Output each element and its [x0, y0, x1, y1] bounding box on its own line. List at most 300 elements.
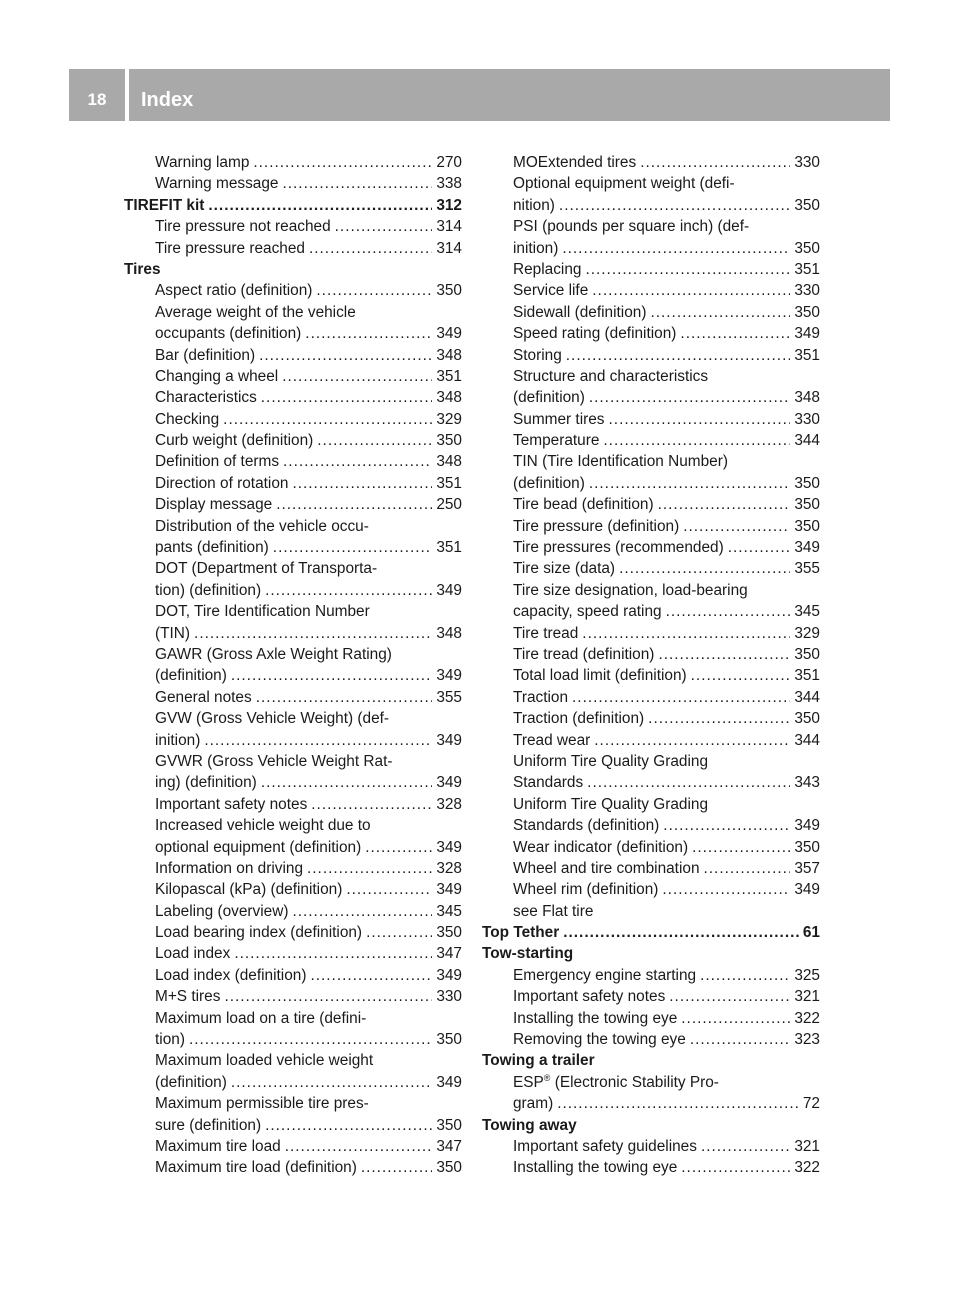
index-entry — [482, 901, 820, 922]
leader-dots — [285, 1136, 433, 1157]
entry-text: pants (definition) — [155, 539, 269, 557]
index-entry — [482, 173, 820, 194]
index-entry — [124, 280, 462, 301]
index-entry — [482, 1136, 820, 1157]
index-entry — [482, 409, 820, 430]
index-entry — [124, 986, 462, 1007]
page-reference: 349 — [436, 774, 462, 792]
page-reference: 355 — [436, 688, 462, 706]
index-entry — [124, 580, 462, 601]
page-reference: 328 — [436, 859, 462, 877]
entry-text: capacity, speed rating — [513, 603, 662, 621]
index-entry — [482, 687, 820, 708]
page-reference: 347 — [436, 1137, 462, 1155]
entry-text: DOT, Tire Identification Number — [155, 603, 370, 621]
index-entry — [124, 238, 462, 259]
page-reference: 351 — [436, 367, 462, 385]
leader-dots — [669, 986, 790, 1007]
leader-dots — [700, 965, 790, 986]
page-reference: 350 — [794, 196, 820, 214]
index-entry — [124, 345, 462, 366]
entry-text: Load index (definition) — [155, 966, 307, 984]
leader-dots — [680, 323, 790, 344]
entry-text: sure (definition) — [155, 1116, 262, 1134]
entry-text: Maximum permissible tire pres- — [155, 1095, 369, 1113]
leader-dots — [603, 430, 790, 451]
page-reference: 350 — [794, 517, 820, 535]
entry-text: Installing the towing eye — [513, 1009, 678, 1027]
page-reference: 350 — [436, 282, 462, 300]
index-entry — [124, 1093, 462, 1114]
page-reference: 325 — [794, 966, 820, 984]
entry-text: Maximum loaded vehicle weight — [155, 1052, 374, 1070]
index-entry — [482, 708, 820, 729]
index-entry — [482, 280, 820, 301]
entry-text: Uniform Tire Quality Grading — [513, 752, 709, 770]
leader-dots — [658, 644, 790, 665]
leader-dots — [681, 1008, 790, 1029]
leader-dots — [592, 280, 790, 301]
leader-dots — [582, 623, 790, 644]
entry-text: GAWR (Gross Axle Weight Rating) — [155, 645, 392, 663]
page-reference: 349 — [794, 325, 820, 343]
index-entry — [482, 751, 820, 772]
entry-text: MOExtended tires — [513, 154, 637, 171]
index-entry — [124, 665, 462, 686]
leader-dots — [701, 1136, 790, 1157]
entry-text: Replacing — [513, 260, 582, 278]
index-entry — [124, 815, 462, 836]
index-entry — [482, 665, 820, 686]
page-reference: 344 — [794, 432, 820, 450]
page-reference: 350 — [436, 1031, 462, 1049]
index-entry — [124, 451, 462, 472]
entry-text: Wheel and tire combination — [513, 859, 700, 877]
index-entry — [482, 601, 820, 622]
entry-text: Service life — [513, 282, 589, 300]
page-reference: 349 — [436, 731, 462, 749]
page-reference: 349 — [436, 966, 462, 984]
leader-dots — [663, 815, 790, 836]
entry-text: Speed rating (definition) — [513, 325, 677, 343]
entry-text: Standards — [513, 774, 584, 792]
entry-text: Traction — [513, 688, 569, 706]
index-entry — [124, 537, 462, 558]
index-column-right — [482, 152, 820, 1179]
index-entry — [124, 516, 462, 537]
entry-text: Warning lamp — [155, 154, 250, 171]
leader-dots — [316, 280, 432, 301]
leader-dots — [640, 152, 790, 173]
page-reference: 250 — [436, 496, 462, 514]
entry-text: (definition) — [155, 667, 227, 685]
index-entry — [124, 901, 462, 922]
entry-text: Tire bead (definition) — [513, 496, 654, 514]
page-reference: 328 — [436, 795, 462, 813]
entry-text: ESP® (Electronic Stability Pro- — [513, 1072, 719, 1091]
entry-text: GVWR (Gross Vehicle Weight Rat- — [155, 752, 393, 770]
page-reference: 329 — [436, 410, 462, 428]
index-entry — [482, 195, 820, 216]
leader-dots — [589, 473, 790, 494]
entry-text: Standards (definition) — [513, 817, 660, 835]
entry-text: nition) — [513, 196, 555, 214]
page-reference: 348 — [436, 453, 462, 471]
page-reference: 323 — [794, 1031, 820, 1049]
entry-text: Characteristics — [155, 389, 257, 407]
leader-dots — [361, 1157, 432, 1178]
leader-dots — [562, 238, 790, 259]
entry-text: Tire tread (definition) — [513, 645, 655, 663]
index-entry — [482, 494, 820, 515]
entry-text: Important safety guidelines — [513, 1137, 697, 1155]
page-reference: 357 — [794, 859, 820, 877]
page-reference: 61 — [802, 924, 820, 942]
leader-dots — [589, 387, 790, 408]
leader-dots — [307, 858, 432, 879]
header-divider — [125, 69, 129, 121]
entry-text: tion) (definition) — [155, 581, 262, 599]
entry-text: General notes — [155, 688, 252, 706]
entry-text: Sidewall (definition) — [513, 303, 647, 321]
leader-dots — [587, 772, 790, 793]
index-entry — [482, 837, 820, 858]
entry-text: see Flat tire — [513, 902, 594, 920]
entry-text: DOT (Department of Transporta- — [155, 560, 378, 578]
entry-text: Traction (definition) — [513, 710, 645, 728]
leader-dots — [563, 922, 799, 943]
page-reference: 322 — [794, 1009, 820, 1027]
leader-dots — [282, 366, 432, 387]
leader-dots — [692, 837, 790, 858]
index-entry — [482, 858, 820, 879]
entry-text: Tire tread — [513, 624, 579, 642]
page-reference: 350 — [794, 303, 820, 321]
page-reference: 330 — [794, 282, 820, 300]
page-number: 18 — [87, 90, 107, 109]
index-entry — [482, 644, 820, 665]
index-entry — [124, 302, 462, 323]
entry-text: optional equipment (definition) — [155, 838, 362, 856]
entry-text: Load index — [155, 945, 231, 963]
index-entry — [124, 623, 462, 644]
entry-text: Tire pressure not reached — [155, 218, 331, 236]
entry-text: PSI (pounds per square inch) (def- — [513, 218, 750, 236]
page-reference: 321 — [794, 988, 820, 1006]
page-reference: 350 — [794, 838, 820, 856]
entry-text: Tire pressure (definition) — [513, 517, 680, 535]
index-entry — [482, 323, 820, 344]
leader-dots — [311, 794, 432, 815]
index-entry — [482, 387, 820, 408]
page-reference: 348 — [794, 389, 820, 407]
entry-text: (definition) — [155, 1073, 227, 1091]
index-entry — [482, 730, 820, 751]
leader-dots — [223, 409, 432, 430]
page-reference: 345 — [794, 603, 820, 621]
index-entry — [482, 772, 820, 793]
leader-dots — [310, 965, 432, 986]
index-heading — [124, 195, 462, 216]
leader-dots — [572, 687, 790, 708]
leader-dots — [276, 494, 432, 515]
index-column-left — [124, 152, 462, 1179]
leader-dots — [566, 345, 791, 366]
leader-dots — [557, 1093, 799, 1114]
entry-text: Tire pressure reached — [155, 239, 305, 257]
index-entry — [124, 1008, 462, 1029]
index-entry — [124, 558, 462, 579]
entry-text: ing) (definition) — [155, 774, 257, 792]
entry-text: Removing the towing eye — [513, 1031, 686, 1049]
page-reference: 270 — [436, 154, 462, 171]
index-entry — [482, 473, 820, 494]
index-entry — [124, 387, 462, 408]
page-reference: 72 — [802, 1095, 820, 1113]
index-entry — [124, 173, 462, 194]
page-reference: 330 — [436, 988, 462, 1006]
entry-text: Checking — [155, 410, 220, 428]
index-entry — [482, 1029, 820, 1050]
page-reference: 350 — [436, 924, 462, 942]
entry-text: Tire pressures (recommended) — [513, 539, 724, 557]
index-entry — [124, 601, 462, 622]
entry-text: Tread wear — [513, 731, 591, 749]
leader-dots — [265, 580, 432, 601]
page-reference: 348 — [436, 346, 462, 364]
page-reference: 344 — [794, 731, 820, 749]
entry-text: (TIN) — [155, 624, 191, 642]
page-reference: 350 — [794, 645, 820, 663]
entry-text: GVW (Gross Vehicle Weight) (def- — [155, 710, 390, 728]
index-entry — [124, 366, 462, 387]
index-heading — [482, 1115, 820, 1136]
entry-text: (definition) — [513, 474, 585, 492]
page-reference: 349 — [436, 667, 462, 685]
leader-dots — [559, 195, 790, 216]
entry-text: Temperature — [513, 432, 600, 450]
entry-text: Distribution of the vehicle occu- — [155, 517, 369, 535]
entry-text: inition) — [155, 731, 201, 749]
index-entry — [482, 430, 820, 451]
index-entry — [124, 837, 462, 858]
page-reference: 350 — [436, 432, 462, 450]
leader-dots — [292, 901, 432, 922]
entry-text: Display message — [155, 496, 273, 514]
entry-text: Maximum tire load — [155, 1137, 281, 1155]
leader-dots — [261, 772, 433, 793]
index-heading — [124, 259, 462, 280]
entry-text: TIN (Tire Identification Number) — [513, 453, 728, 471]
leader-dots — [317, 430, 432, 451]
page-reference: 350 — [794, 239, 820, 257]
leader-dots — [273, 537, 433, 558]
page-reference: 322 — [794, 1159, 820, 1177]
page-header — [69, 69, 890, 121]
page-reference: 350 — [794, 474, 820, 492]
entry-text: Towing a trailer — [482, 1052, 595, 1070]
index-entry — [124, 1157, 462, 1178]
index-entry — [124, 858, 462, 879]
index-entry — [124, 216, 462, 237]
index-entry — [124, 644, 462, 665]
entry-text: Wear indicator (definition) — [513, 838, 689, 856]
entry-text: Kilopascal (kPa) (definition) — [155, 881, 343, 899]
index-entry — [124, 794, 462, 815]
page-reference: 349 — [436, 1073, 462, 1091]
index-entry — [124, 922, 462, 943]
index-entry — [124, 965, 462, 986]
leader-dots — [259, 345, 432, 366]
leader-dots — [690, 1029, 790, 1050]
index-entry — [482, 1072, 820, 1093]
page-reference: 330 — [794, 154, 820, 171]
index-entry — [124, 430, 462, 451]
page-reference: 351 — [436, 539, 462, 557]
page-reference: 348 — [436, 389, 462, 407]
leader-dots — [309, 238, 432, 259]
index-entry — [482, 1008, 820, 1029]
index-entry — [124, 323, 462, 344]
entry-text: Average weight of the vehicle — [155, 303, 356, 321]
page-reference: 351 — [794, 260, 820, 278]
index-entry — [124, 687, 462, 708]
leader-dots — [335, 216, 433, 237]
index-entry — [482, 345, 820, 366]
entry-text: occupants (definition) — [155, 325, 302, 343]
entry-text: Aspect ratio (definition) — [155, 282, 313, 300]
entry-text: TIREFIT kit — [124, 196, 205, 214]
index-entry — [482, 238, 820, 259]
page-reference: 350 — [794, 710, 820, 728]
page-reference: 351 — [794, 667, 820, 685]
entry-text: Tire size designation, load-bearing — [513, 581, 748, 599]
index-entry — [124, 879, 462, 900]
index-entry — [482, 558, 820, 579]
page-reference: 351 — [436, 474, 462, 492]
leader-dots — [704, 858, 791, 879]
leader-dots — [609, 409, 791, 430]
page-reference: 344 — [794, 688, 820, 706]
entry-text: Summer tires — [513, 410, 605, 428]
index-entry — [482, 965, 820, 986]
entry-text: Increased vehicle weight due to — [155, 817, 371, 835]
index-entry — [482, 216, 820, 237]
index-entry — [124, 409, 462, 430]
index-entry — [482, 879, 820, 900]
entry-text: Maximum tire load (definition) — [155, 1159, 357, 1177]
index-entry — [124, 494, 462, 515]
page-reference: 329 — [794, 624, 820, 642]
page-reference: 349 — [794, 539, 820, 557]
leader-dots — [728, 537, 791, 558]
entry-text: gram) — [513, 1095, 554, 1113]
entry-text: Emergency engine starting — [513, 966, 697, 984]
entry-text: Top Tether — [482, 924, 560, 942]
entry-text: Bar (definition) — [155, 346, 256, 364]
leader-dots — [253, 152, 432, 173]
index-entry — [124, 152, 462, 173]
leader-dots — [231, 1072, 432, 1093]
page-reference: 355 — [794, 560, 820, 578]
index-heading — [482, 922, 820, 943]
page-reference: 349 — [436, 838, 462, 856]
leader-dots — [366, 922, 432, 943]
leader-dots — [650, 302, 790, 323]
index-entry — [124, 1050, 462, 1071]
leader-dots — [619, 558, 790, 579]
entry-text: Important safety notes — [155, 795, 308, 813]
entry-text: Tow-starting — [482, 945, 574, 963]
leader-dots — [346, 879, 432, 900]
leader-dots — [658, 494, 791, 515]
entry-text: Changing a wheel — [155, 367, 279, 385]
index-heading — [482, 943, 820, 964]
index-entry — [482, 451, 820, 472]
leader-dots — [292, 473, 432, 494]
page-reference: 347 — [436, 945, 462, 963]
leader-dots — [594, 730, 790, 751]
index-heading — [482, 1050, 820, 1071]
entry-text: inition) — [513, 239, 559, 257]
entry-text: Total load limit (definition) — [513, 667, 687, 685]
page-reference: 312 — [436, 196, 462, 214]
page-reference: 351 — [794, 346, 820, 364]
entry-text: tion) — [155, 1031, 185, 1049]
entry-text: Tire size (data) — [513, 560, 616, 578]
entry-text: Uniform Tire Quality Grading — [513, 795, 709, 813]
page-reference: 314 — [436, 239, 462, 257]
section-title: Index — [141, 89, 194, 111]
page-reference: 343 — [794, 774, 820, 792]
index-entry — [482, 537, 820, 558]
leader-dots — [204, 730, 432, 751]
index-entry — [482, 1157, 820, 1178]
index-entry — [124, 943, 462, 964]
index-entry — [124, 473, 462, 494]
page-reference: 350 — [794, 496, 820, 514]
page-reference: 348 — [436, 624, 462, 642]
index-entry — [482, 986, 820, 1007]
index-entry — [124, 1072, 462, 1093]
leader-dots — [305, 323, 432, 344]
entry-text: Optional equipment weight (defi- — [513, 175, 735, 193]
leader-dots — [231, 665, 432, 686]
index-entry — [124, 1029, 462, 1050]
index-entry — [124, 1115, 462, 1136]
index-entry — [124, 708, 462, 729]
page-reference: 349 — [794, 817, 820, 835]
page-reference: 345 — [436, 902, 462, 920]
index-entry — [482, 794, 820, 815]
entry-text: Storing — [513, 346, 562, 364]
leader-dots — [691, 665, 791, 686]
entry-text: Information on driving — [155, 859, 303, 877]
leader-dots — [683, 516, 790, 537]
entry-text: Wheel rim (definition) — [513, 881, 659, 899]
entry-text: Labeling (overview) — [155, 902, 289, 920]
leader-dots — [261, 387, 433, 408]
leader-dots — [681, 1157, 790, 1178]
page-reference: 349 — [436, 581, 462, 599]
entry-text: Definition of terms — [155, 453, 280, 471]
page-reference: 321 — [794, 1137, 820, 1155]
index-entry — [124, 751, 462, 772]
index-entry — [482, 366, 820, 387]
leader-dots — [234, 943, 432, 964]
index-entry — [482, 1093, 820, 1114]
leader-dots — [662, 879, 790, 900]
